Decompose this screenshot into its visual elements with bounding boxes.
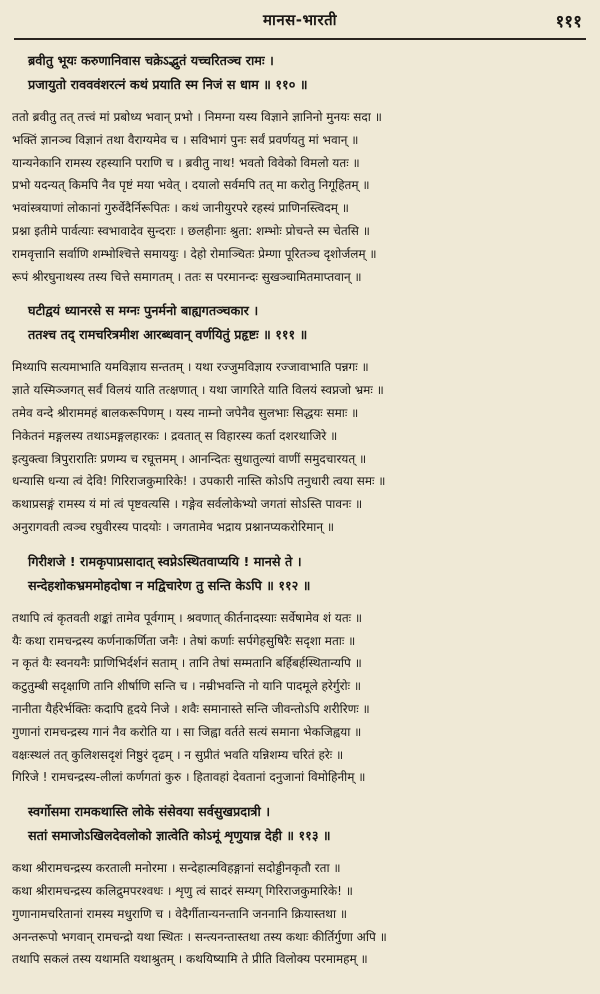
verse-line: गिरीशजे ! रामकृपाप्रसादात् स्वप्नेऽस्थितवाप्ययि ! मानसे ते । [28, 554, 302, 570]
shloka-line: ज्ञाते यस्मिञ्जगत् सर्वं विलयं याति तत्क्षणात् । यथा जागरिते याति विलयं स्वप्नजो भ्रमः ॥ [12, 383, 384, 398]
shloka-line: भवांस्त्रयाणां लोकानां गुरुर्वेदैर्निरूपितः । कथं जानीयुरपरे रहस्यं प्राणिनस्त्विदम् ॥ [12, 201, 349, 216]
verse-line: प्रजायुतो रावववंशरत्नं कथं प्रयाति स्म निजं स धाम ॥ ११० ॥ [28, 78, 308, 93]
shloka-block [12, 356, 590, 538]
shloka-line: नानीता यैर्हरेर्भक्तिः कदापि हृदये निजे । शवैः समानास्ते सन्ति जीवन्तोऽपि शरीरिणः ॥ [12, 701, 370, 716]
shloka-line: रूपं श्रीरघुनाथस्य तस्य चित्ते समागतम् । ततः स परमानन्दः सुखञ्चामितमाप्तवान् ॥ [12, 269, 362, 284]
shloka-line: प्रश्ना इतीमे पार्वत्याः स्वभावादेव सुन्दराः । छलहीनाः श्रुता: शम्भोः प्रोचन्ते स्म चेतसि ॥ [12, 223, 370, 238]
shloka-block [12, 607, 590, 789]
page-content [12, 50, 590, 983]
shloka-line: तमेव वन्दे श्रीराममहं बालकरूपिणम् । यस्य नाम्नो जपेनैव सुलभाः सिद्धयः समाः ॥ [12, 405, 359, 420]
shloka-line: निकेतनं मङ्गलस्य तथाऽमङ्गलहारकः । द्रवतात् स विहारस्य कर्ता दशरथाजिरे ॥ [12, 428, 338, 443]
shloka-line: अनुरागवती त्वञ्च रघुवीरस्य पादयोः । जगतामेव भद्राय प्रश्नानप्यकरोरिमान् ॥ [12, 519, 335, 534]
shloka-line: यान्यनेकानि रामस्य रहस्यानि पराणि च । ब्रवीतु नाथ! भवतो विवेको विमलो यतः ॥ [12, 155, 360, 170]
verse-line: ब्रवीतु भूयः करुणानिवास चक्रेऽद्भुतं यच्चरितञ्च रामः । [28, 54, 274, 69]
verse-line: सतां समाजोऽखिलदेवलोको ज्ञात्वेति कोऽमूं शृणुयान्न देही ॥ ११३ ॥ [28, 829, 331, 845]
shloka-line: भक्तिं ज्ञानञ्च विज्ञानं तथा वैराग्यमेव च । सविभागं पुनः सर्वं प्रवर्णयतु मां भवान् ॥ [12, 132, 359, 147]
page-header [14, 0, 586, 40]
verse-section-112 [12, 551, 590, 789]
shloka-line: गुणानामचरितानां रामस्य मधुराणि च । वेदैर्गीतान्यनन्तानि जननानि क्रियास्तथा ॥ [12, 906, 348, 921]
shloka-line: अनन्तरूपो भगवान् रामचन्द्रो यथा स्थितः । सन्त्यनन्तास्तथा तस्य कथाः कीर्तिर्गुणा अपि ॥ [12, 929, 387, 944]
shloka-line: वक्षःस्थलं तत् कुलिशसदृशं निष्ठुरं दृढम् । न सुप्रीतं भवति यन्निशम्य चरितं हरेः ॥ [12, 747, 344, 762]
shloka-line: मिथ्यापि सत्यमाभाति यमविज्ञाय सन्ततम् । यथा रज्जुमविज्ञाय रज्जावाभाति पन्नगः ॥ [12, 360, 369, 375]
shloka-line: इत्युक्त्वा त्रिपुरारातिः प्रणम्य च रघूत्तमम् । आनन्दितः सुधातुल्यां वाणीं समुदचारयत् ॥ [12, 451, 367, 466]
shloka-line: कथा श्रीरामचन्द्रस्य करताली मनोरमा । सन्देहात्मविहङ्गानां सदोड्डीनकृतौ रता ॥ [12, 861, 341, 876]
shloka-line: गिरिजे ! रामचन्द्रस्य-लीलां कर्णगतां कुरु । हितावहां देवतानां दनुजानां विमोहिनीम् ॥ [12, 770, 366, 785]
verse-line: सन्देहशोकभ्रममोहदोषा न मद्विचारेण तु सन्ति केऽपि ॥ ११२ ॥ [28, 578, 311, 594]
verse-line: स्वर्गोसमा रामकथास्ति लोके संसेवया सर्वसुखप्रदात्री । [28, 805, 271, 821]
shloka-line: कटुतुम्बी सदृक्षाणि तानि शीर्षाणि सन्ति च । नम्रीभवन्ति नो यानि पादमूले हरेर्गुरोः ॥ [12, 679, 362, 694]
verse-section-111 [12, 300, 590, 538]
shloka-line: तथापि सकलं तस्य यथामति यथाश्रुतम् । कथयिष्यामि ते प्रीति विलोक्य परमामहम् ॥ [12, 952, 368, 967]
page-number: १११ [555, 12, 582, 32]
shloka-line: यैः कथा रामचन्द्रस्य कर्णनाकर्णिता जनैः । तेषां कर्णाः सर्पगेहसुषिरैः सदृशा मताः ॥ [12, 633, 356, 648]
shloka-block [12, 857, 590, 971]
shloka-line: प्रभो यदन्यत् किमपि नैव पृष्टं मया भवेत् । दयालो सर्वमपि तत् मा करोतु निगूहितम् ॥ [12, 178, 370, 193]
shloka-line: रामवृत्तानि सर्वाणि शम्भोश्चित्ते समाययुः । देहो रोमाञ्चितः प्रेम्णा पूरितञ्च दृशोर्जलम् ॥ [12, 246, 377, 261]
shloka-line: धन्यासि धन्या त्वं देवि! गिरिराजकुमारिके! । उपकारी नास्ति कोऽपि तनुधारी त्वया समः ॥ [12, 474, 386, 489]
shloka-line: कथा श्रीरामचन्द्रस्य कलिद्रुमपरश्वधः । शृणु त्वं सादरं सम्यग् गिरिराजकुमारिके! ॥ [12, 883, 353, 898]
running-title: मानस-भारती [262, 11, 338, 29]
shloka-line: कथाप्रसङ्गं रामस्य यं मां त्वं पृष्टवत्यसि । गङ्गेव सर्वलोकेभ्यो जगतां सोऽस्ति पावनः ॥ [12, 497, 363, 512]
verse-section-110 [12, 50, 590, 288]
verse-section-113 [12, 801, 590, 971]
shloka-line: तथापि त्वं कृतवती शङ्कां तामेव पूर्वगाम् । श्रवणात् कीर्तनादस्याः सर्वेषामेव शं यतः ॥ [12, 610, 363, 625]
verse-line: ततश्च तद् रामचरित्रमीश आरब्धवान् वर्णयितुं प्रहृष्टः ॥ १११ ॥ [28, 328, 308, 344]
shloka-block [12, 106, 590, 288]
shloka-line: न कृतं यैः स्वनयनैः प्राणिभिर्दर्शनं सताम् । तानि तेषां सम्मतानि बर्हिबर्हस्थितान्यपि ॥ [12, 656, 362, 671]
verse-line: घटीद्वयं ध्यानरसे स मग्नः पुनर्मनो बाह्यगतञ्चकार । [28, 304, 259, 320]
shloka-line: ततो ब्रवीतु तत् तत्त्वं मां प्रबोध्य भवान् प्रभो । निमग्ना यस्य विज्ञाने ज्ञानिनो मुनयः सदा ॥ [12, 110, 382, 124]
shloka-line: गुणानां रामचन्द्रस्य गानं नैव करोति या । सा जिह्वा वर्तते सत्यं समाना भेकजिह्वया ॥ [12, 724, 362, 739]
